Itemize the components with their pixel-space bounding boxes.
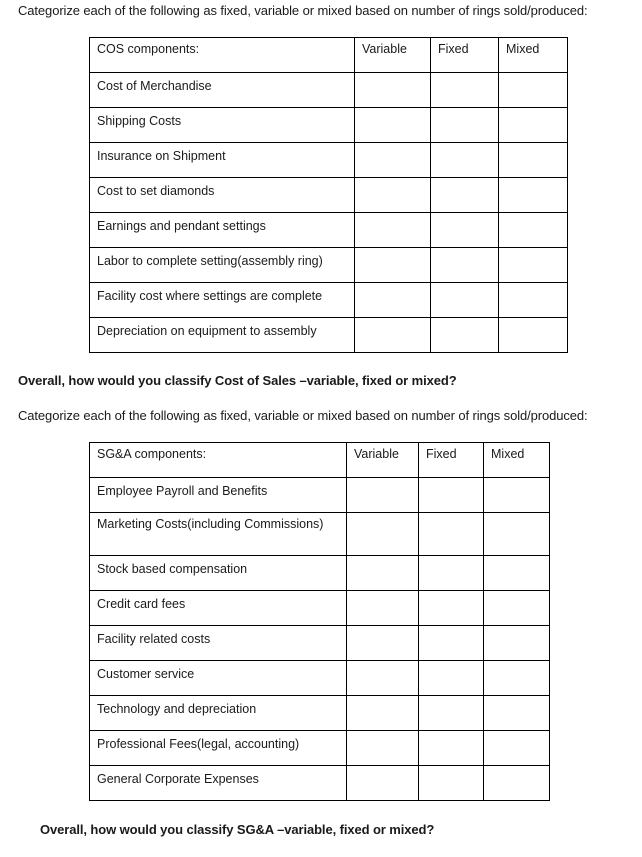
mixed-cell[interactable] — [484, 478, 550, 513]
table-row — [90, 213, 568, 248]
variable-cell[interactable] — [355, 73, 431, 108]
fixed-cell[interactable] — [419, 556, 484, 591]
sga-row-label: Customer service — [90, 661, 347, 696]
variable-cell[interactable] — [347, 661, 419, 696]
mixed-cell[interactable] — [499, 108, 568, 143]
table-row — [90, 178, 568, 213]
mixed-cell[interactable] — [499, 73, 568, 108]
cos-row-label: Shipping Costs — [90, 108, 355, 143]
mixed-cell[interactable] — [499, 213, 568, 248]
sga-components-table — [89, 442, 550, 801]
fixed-cell[interactable] — [419, 696, 484, 731]
mixed-cell[interactable] — [484, 513, 550, 556]
mixed-cell[interactable] — [484, 591, 550, 626]
sga-header-fixed: Fixed — [419, 443, 484, 478]
sga-row-label: Technology and depreciation — [90, 696, 347, 731]
variable-cell[interactable] — [347, 556, 419, 591]
mixed-cell[interactable] — [484, 766, 550, 801]
mixed-cell[interactable] — [484, 626, 550, 661]
cos-row-label: Cost of Merchandise — [90, 73, 355, 108]
table-row — [90, 591, 550, 626]
cos-table-header-row — [90, 38, 568, 73]
cos-header-components: COS components: — [90, 38, 355, 73]
table-row — [90, 766, 550, 801]
table-row — [90, 626, 550, 661]
instruction-text-1: Categorize each of the following as fixed, variable or mixed based on number of rings sold/produced: — [18, 3, 588, 18]
sga-row-label: Employee Payroll and Benefits — [90, 478, 347, 513]
sga-table-header-row — [90, 443, 550, 478]
mixed-cell[interactable] — [499, 318, 568, 353]
sga-row-label: Marketing Costs(including Commissions) — [90, 513, 347, 556]
mixed-cell[interactable] — [484, 731, 550, 766]
table-row — [90, 283, 568, 318]
table-row — [90, 318, 568, 353]
sga-overall-question: Overall, how would you classify SG&A –variable, fixed or mixed? — [40, 822, 435, 837]
cos-header-variable: Variable — [355, 38, 431, 73]
fixed-cell[interactable] — [419, 766, 484, 801]
variable-cell[interactable] — [347, 766, 419, 801]
cos-row-label: Insurance on Shipment — [90, 143, 355, 178]
fixed-cell[interactable] — [431, 108, 499, 143]
table-row — [90, 731, 550, 766]
variable-cell[interactable] — [355, 283, 431, 318]
mixed-cell[interactable] — [499, 178, 568, 213]
fixed-cell[interactable] — [431, 318, 499, 353]
fixed-cell[interactable] — [419, 591, 484, 626]
cos-row-label: Depreciation on equipment to assembly — [90, 318, 355, 353]
variable-cell[interactable] — [355, 213, 431, 248]
sga-header-variable: Variable — [347, 443, 419, 478]
table-row — [90, 108, 568, 143]
variable-cell[interactable] — [355, 318, 431, 353]
mixed-cell[interactable] — [484, 661, 550, 696]
fixed-cell[interactable] — [431, 213, 499, 248]
cos-row-label: Cost to set diamonds — [90, 178, 355, 213]
sga-row-label: Professional Fees(legal, accounting) — [90, 731, 347, 766]
variable-cell[interactable] — [355, 178, 431, 213]
mixed-cell[interactable] — [499, 283, 568, 318]
cos-header-fixed: Fixed — [431, 38, 499, 73]
fixed-cell[interactable] — [431, 143, 499, 178]
fixed-cell[interactable] — [419, 513, 484, 556]
mixed-cell[interactable] — [499, 143, 568, 178]
cos-row-label: Facility cost where settings are complete — [90, 283, 355, 318]
mixed-cell[interactable] — [484, 556, 550, 591]
table-row — [90, 696, 550, 731]
variable-cell[interactable] — [355, 143, 431, 178]
table-row — [90, 513, 550, 556]
variable-cell[interactable] — [347, 731, 419, 766]
sga-row-label: Credit card fees — [90, 591, 347, 626]
table-row — [90, 478, 550, 513]
sga-row-label: General Corporate Expenses — [90, 766, 347, 801]
fixed-cell[interactable] — [431, 283, 499, 318]
variable-cell[interactable] — [347, 478, 419, 513]
fixed-cell[interactable] — [419, 626, 484, 661]
fixed-cell[interactable] — [431, 178, 499, 213]
variable-cell[interactable] — [347, 513, 419, 556]
sga-row-label: Facility related costs — [90, 626, 347, 661]
table-row — [90, 661, 550, 696]
variable-cell[interactable] — [355, 248, 431, 283]
cos-row-label: Labor to complete setting(assembly ring) — [90, 248, 355, 283]
variable-cell[interactable] — [355, 108, 431, 143]
cos-components-table — [89, 37, 568, 353]
mixed-cell[interactable] — [499, 248, 568, 283]
fixed-cell[interactable] — [431, 248, 499, 283]
sga-header-components: SG&A components: — [90, 443, 347, 478]
cos-row-label: Earnings and pendant settings — [90, 213, 355, 248]
fixed-cell[interactable] — [419, 478, 484, 513]
table-row — [90, 73, 568, 108]
fixed-cell[interactable] — [431, 73, 499, 108]
cos-header-mixed: Mixed — [499, 38, 568, 73]
variable-cell[interactable] — [347, 626, 419, 661]
table-row — [90, 556, 550, 591]
fixed-cell[interactable] — [419, 661, 484, 696]
table-row — [90, 248, 568, 283]
sga-header-mixed: Mixed — [484, 443, 550, 478]
table-row — [90, 143, 568, 178]
sga-row-label: Stock based compensation — [90, 556, 347, 591]
variable-cell[interactable] — [347, 696, 419, 731]
mixed-cell[interactable] — [484, 696, 550, 731]
instruction-text-2: Categorize each of the following as fixed, variable or mixed based on number of rings sold/produced: — [18, 408, 588, 423]
fixed-cell[interactable] — [419, 731, 484, 766]
variable-cell[interactable] — [347, 591, 419, 626]
cos-overall-question: Overall, how would you classify Cost of Sales –variable, fixed or mixed? — [18, 373, 457, 388]
